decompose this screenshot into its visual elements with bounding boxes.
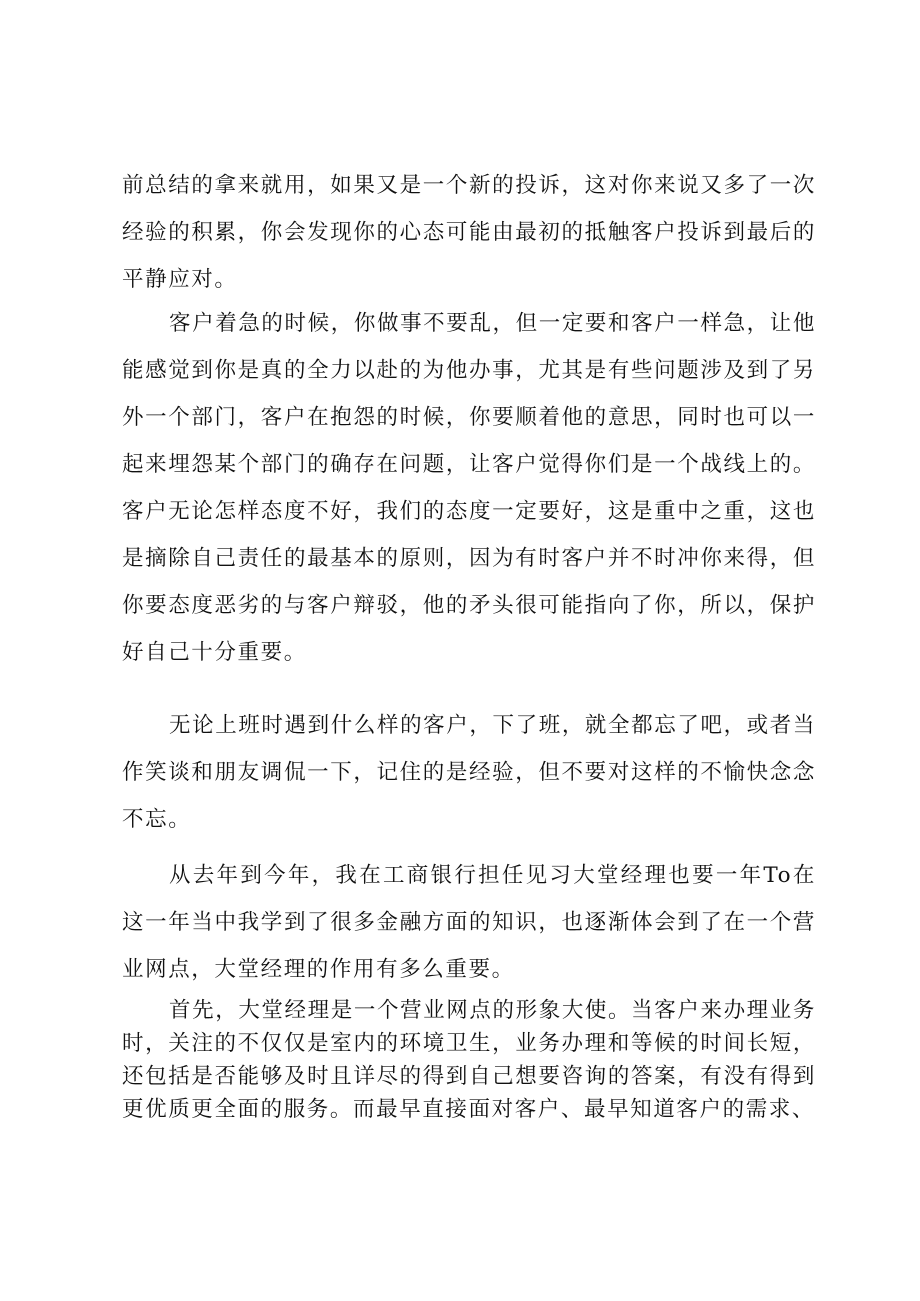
- paragraph-5: 首先，大堂经理是一个营业网点的形象大使。当客户来办理业务时，关注的不仅仅是室内的环境卫生，业务办理和等候的时间长短，还包括是否能够及时且详尽的得到自己想要咨询的答案，有没有得到更优质更全面的服务。而最早直接面对客户、最早知道客户的需求、: [122, 998, 816, 1122]
- paragraph-3: 无论上班时遇到什么样的客户，下了班，就全都忘了吧，或者当作笑谈和朋友调侃一下，记住的是经验，但不要对这样的不愉快念念不忘。: [122, 713, 816, 832]
- paragraph-4: 从去年到今年，我在工商银行担任见习大堂经理也要一年To在这一年当中我学到了很多金融方面的知识，也逐渐体会到了在一个营业网点，大堂经理的作用有多么重要。: [122, 863, 816, 982]
- paragraph-1: 前总结的拿来就用，如果又是一个新的投诉，这对你来说又多了一次经验的积累，你会发现你的心态可能由最初的抵触客户投诉到最后的平静应对。: [122, 173, 816, 292]
- paragraph-2: 客户着急的时候，你做事不要乱，但一定要和客户一样急，让他能感觉到你是真的全力以赴的为他办事，尤其是有些问题涉及到了另外一个部门，客户在抱怨的时候，你要顺着他的意思，同时也可以一起来埋怨某个部门的确存在问题，让客户觉得你们是一个战线上的。客户无论怎样态度不好，我们的态度一定要好，这是重中之重，这也是摘除自己责任的最基本的原则，因为有时客户并不时冲你来得，但你要态度恶劣的与客户辩驳，他的矛头很可能指向了你，所以，保护好自己十分重要。: [122, 311, 816, 665]
